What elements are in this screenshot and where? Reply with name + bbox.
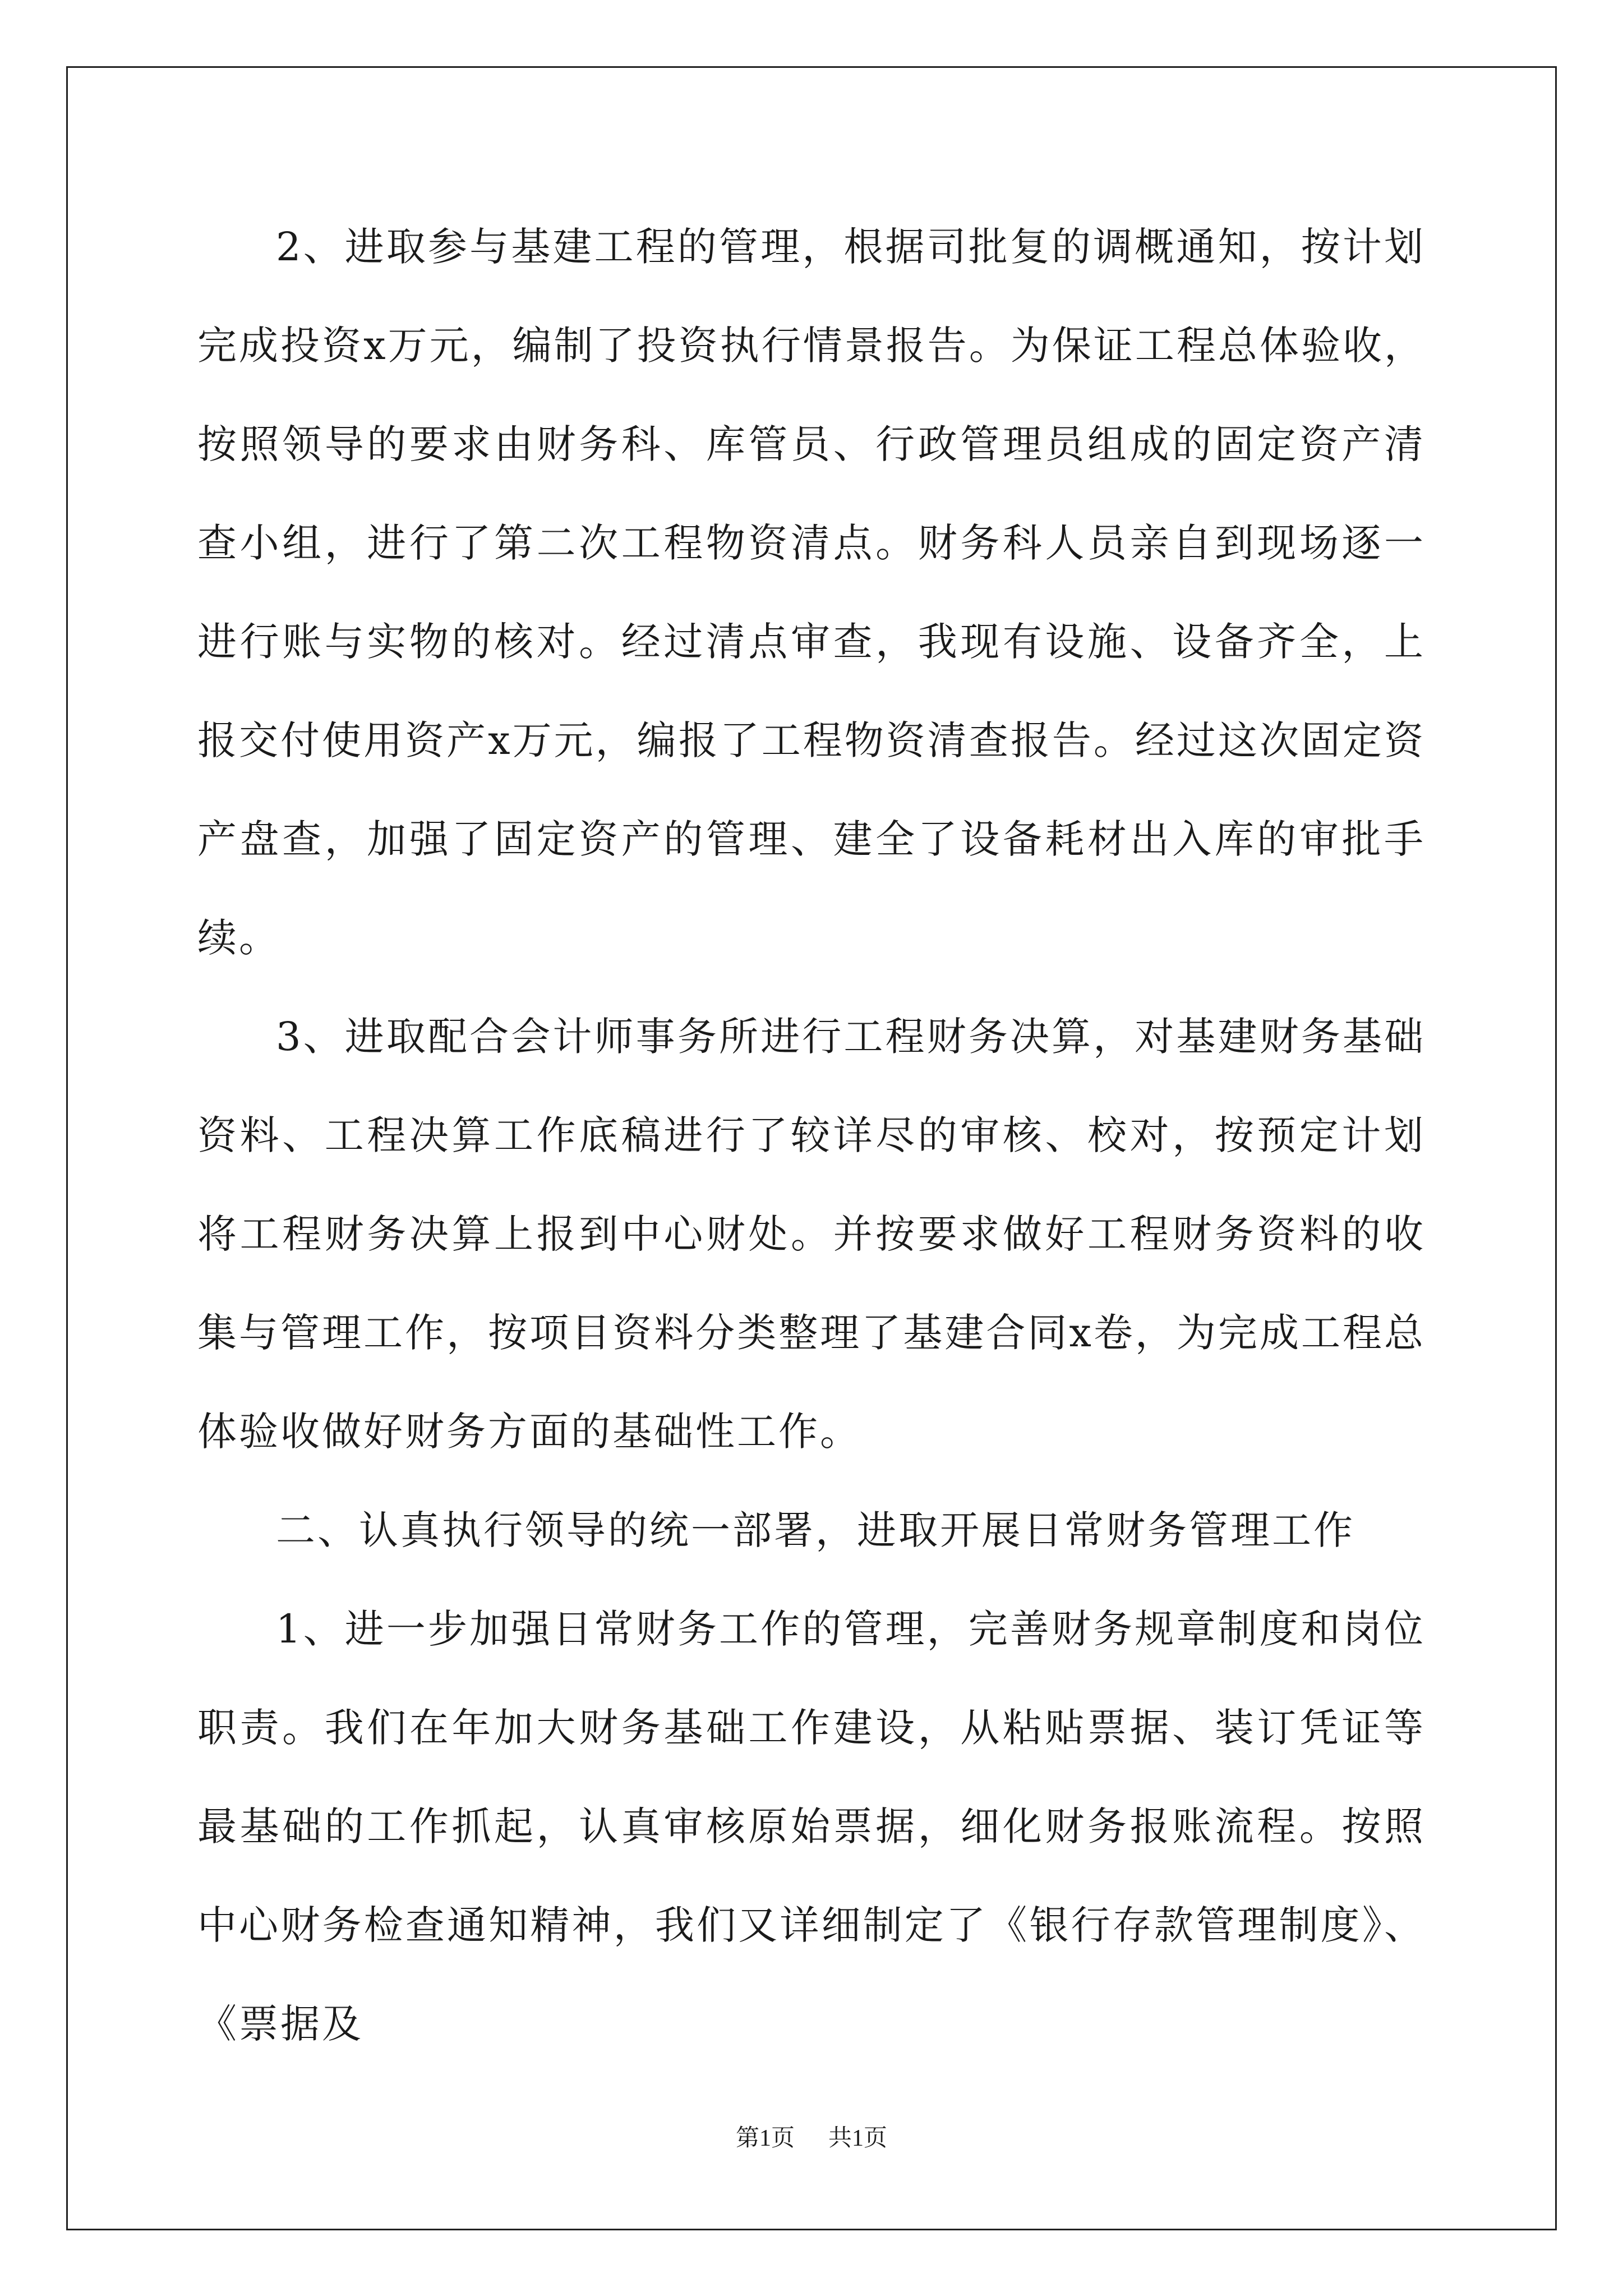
page-number: 第1页 [735,2125,795,2151]
paragraph-2: 3、进取配合会计师事务所进行工程财务决算，对基建财务基础资料、工程决算工作底稿进行了较详尽的审核、校对，按预定计划将工程财务决算上报到中心财处。并按要求做好工程财务资料的收集与管理工作，按项目资料分类整理了基建合同x卷，为完成工程总体验收做好财务方面的基础性工作。 [197,1014,1426,1455]
section-heading: 二、认真执行领导的统一部署，进取开展日常财务管理工作 [276,1507,1355,1553]
page-footer [0,2122,1623,2155]
paragraph-1: 2、进取参与基建工程的管理，根据司批复的调概通知，按计划完成投资x万元，编制了投资执行情景报告。为保证工程总体验收，按照领导的要求由财务科、库管员、行政管理员组成的固定资产清查小组，进行了第二次工程物资清点。财务科人员亲自到现场逐一进行账与实物的核对。经过清点审查，我现有设施、设备齐全，上报交付使用资产x万元，编报了工程物资清查报告。经过这次固定资产盘查，加强了固定资产的管理、建全了设备耗材出入库的审批手续。 [197,224,1426,961]
document-body [197,197,1426,2073]
paragraph-3: 1、进一步加强日常财务工作的管理，完善财务规章制度和岗位职责。我们在年加大财务基础工作建设，从粘贴票据、装订凭证等最基础的工作抓起，认真审核原始票据，细化财务报账流程。按照中心财务检查通知精神，我们又详细制定了《银行存款管理制度》、《票据及 [197,1606,1426,2047]
page-total: 共1页 [828,2125,888,2151]
